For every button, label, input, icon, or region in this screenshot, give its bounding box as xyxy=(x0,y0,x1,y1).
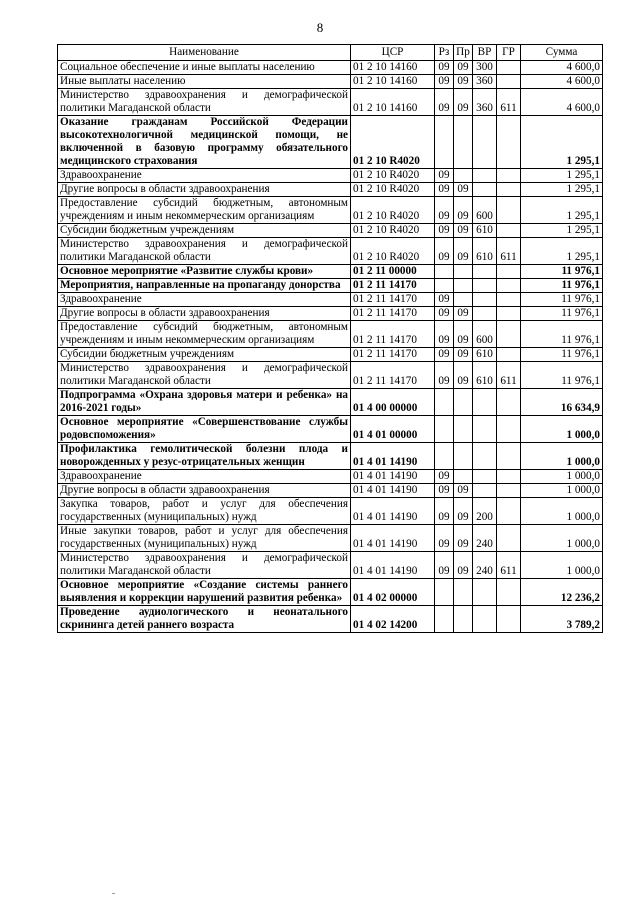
cell-vr: 360 xyxy=(473,75,497,89)
cell-rz xyxy=(435,606,454,633)
cell-pr xyxy=(454,579,473,606)
cell-csr: 01 4 01 00000 xyxy=(351,416,435,443)
cell-pr: 09 xyxy=(454,321,473,348)
cell-rz: 09 xyxy=(435,348,454,362)
cell-sum: 1 295,1 xyxy=(521,238,603,265)
cell-name: Здравоохранение xyxy=(58,169,351,183)
cell-gr xyxy=(497,443,521,470)
cell-name: Подпрограмма «Охрана здоровья матери и ребенка» на 2016-2021 годы» xyxy=(58,389,351,416)
table-row xyxy=(58,197,603,224)
cell-csr: 01 2 11 14170 xyxy=(351,279,435,293)
cell-vr: 360 xyxy=(473,89,497,116)
cell-rz: 09 xyxy=(435,307,454,321)
cell-vr: 200 xyxy=(473,498,497,525)
table-row xyxy=(58,416,603,443)
cell-pr xyxy=(454,606,473,633)
table-row xyxy=(58,265,603,279)
cell-sum: 11 976,1 xyxy=(521,348,603,362)
cell-sum: 1 000,0 xyxy=(521,443,603,470)
cell-csr: 01 4 02 14200 xyxy=(351,606,435,633)
cell-pr xyxy=(454,279,473,293)
table-row xyxy=(58,348,603,362)
cell-sum: 4 600,0 xyxy=(521,61,603,75)
cell-rz xyxy=(435,443,454,470)
cell-gr xyxy=(497,61,521,75)
cell-pr: 09 xyxy=(454,552,473,579)
header-pr: Пр xyxy=(454,45,473,61)
cell-vr: 240 xyxy=(473,552,497,579)
cell-rz xyxy=(435,389,454,416)
cell-sum: 12 236,2 xyxy=(521,579,603,606)
header-rz: Рз xyxy=(435,45,454,61)
cell-sum: 1 000,0 xyxy=(521,470,603,484)
cell-name: Министерство здравоохранения и демографической политики Магаданской области xyxy=(58,552,351,579)
cell-sum: 11 976,1 xyxy=(521,362,603,389)
cell-sum: 11 976,1 xyxy=(521,321,603,348)
table-row xyxy=(58,389,603,416)
budget-table xyxy=(57,44,603,633)
table-row xyxy=(58,470,603,484)
cell-sum: 11 976,1 xyxy=(521,307,603,321)
cell-name: Предоставление субсидий бюджетным, автономным учреждениям и иным некоммерческим организациям xyxy=(58,197,351,224)
cell-vr xyxy=(473,606,497,633)
cell-vr: 610 xyxy=(473,348,497,362)
cell-csr: 01 4 01 14190 xyxy=(351,484,435,498)
cell-pr: 09 xyxy=(454,362,473,389)
cell-sum: 1 295,1 xyxy=(521,116,603,169)
cell-name: Основное мероприятие «Развитие службы крови» xyxy=(58,265,351,279)
cell-pr xyxy=(454,265,473,279)
table-body xyxy=(58,61,603,633)
cell-name: Иные выплаты населению xyxy=(58,75,351,89)
cell-gr xyxy=(497,579,521,606)
cell-csr: 01 2 10 R4020 xyxy=(351,169,435,183)
cell-pr: 09 xyxy=(454,75,473,89)
cell-csr: 01 4 00 00000 xyxy=(351,389,435,416)
cell-sum: 4 600,0 xyxy=(521,75,603,89)
cell-name: Основное мероприятие «Создание системы раннего выявления и коррекции нарушений развития ребенка» xyxy=(58,579,351,606)
cell-gr xyxy=(497,321,521,348)
cell-rz: 09 xyxy=(435,525,454,552)
table-row xyxy=(58,293,603,307)
cell-sum: 1 000,0 xyxy=(521,498,603,525)
cell-name: Профилактика гемолитической болезни плода и новорожденных у резус-отрицательных женщин xyxy=(58,443,351,470)
cell-gr xyxy=(497,224,521,238)
cell-sum: 11 976,1 xyxy=(521,293,603,307)
cell-gr xyxy=(497,116,521,169)
cell-csr: 01 2 10 R4020 xyxy=(351,197,435,224)
cell-sum: 4 600,0 xyxy=(521,89,603,116)
cell-gr: 611 xyxy=(497,238,521,265)
cell-sum: 1 295,1 xyxy=(521,169,603,183)
table-row xyxy=(58,183,603,197)
cell-vr: 610 xyxy=(473,224,497,238)
cell-sum: 3 789,2 xyxy=(521,606,603,633)
cell-gr xyxy=(497,279,521,293)
cell-pr: 09 xyxy=(454,484,473,498)
header-gr: ГР xyxy=(497,45,521,61)
cell-csr: 01 2 10 R4020 xyxy=(351,224,435,238)
cell-gr xyxy=(497,498,521,525)
cell-pr: 09 xyxy=(454,224,473,238)
cell-vr xyxy=(473,279,497,293)
table-row xyxy=(58,484,603,498)
table-row xyxy=(58,525,603,552)
cell-vr xyxy=(473,307,497,321)
cell-pr: 09 xyxy=(454,197,473,224)
cell-pr xyxy=(454,416,473,443)
cell-name: Другие вопросы в области здравоохранения xyxy=(58,183,351,197)
cell-rz: 09 xyxy=(435,362,454,389)
cell-csr: 01 2 10 14160 xyxy=(351,89,435,116)
cell-rz xyxy=(435,579,454,606)
header-name: Наименование xyxy=(58,45,351,61)
cell-pr: 09 xyxy=(454,348,473,362)
cell-rz: 09 xyxy=(435,238,454,265)
table-row xyxy=(58,238,603,265)
cell-vr xyxy=(473,293,497,307)
cell-gr xyxy=(497,348,521,362)
cell-csr: 01 2 11 00000 xyxy=(351,265,435,279)
cell-rz: 09 xyxy=(435,169,454,183)
cell-name: Здравоохранение xyxy=(58,470,351,484)
cell-gr xyxy=(497,183,521,197)
table-row xyxy=(58,89,603,116)
cell-rz xyxy=(435,116,454,169)
cell-csr: 01 2 11 14170 xyxy=(351,362,435,389)
cell-sum: 1 295,1 xyxy=(521,183,603,197)
cell-name: Субсидии бюджетным учреждениям xyxy=(58,348,351,362)
cell-sum: 11 976,1 xyxy=(521,279,603,293)
cell-csr: 01 2 10 R4020 xyxy=(351,183,435,197)
cell-pr: 09 xyxy=(454,61,473,75)
cell-gr xyxy=(497,389,521,416)
table-row xyxy=(58,552,603,579)
cell-vr: 300 xyxy=(473,61,497,75)
cell-rz: 09 xyxy=(435,61,454,75)
cell-csr: 01 4 01 14190 xyxy=(351,470,435,484)
cell-csr: 01 4 01 14190 xyxy=(351,443,435,470)
cell-rz: 09 xyxy=(435,183,454,197)
cell-gr xyxy=(497,307,521,321)
cell-gr xyxy=(497,416,521,443)
cell-pr: 09 xyxy=(454,498,473,525)
cell-gr xyxy=(497,197,521,224)
cell-name: Иные закупки товаров, работ и услуг для обеспечения государственных (муниципальных) нужд xyxy=(58,525,351,552)
table-row xyxy=(58,443,603,470)
cell-gr xyxy=(497,75,521,89)
page-number: 8 xyxy=(316,20,324,35)
cell-rz: 09 xyxy=(435,470,454,484)
cell-rz: 09 xyxy=(435,224,454,238)
header-sum: Сумма xyxy=(521,45,603,61)
cell-rz: 09 xyxy=(435,89,454,116)
cell-vr xyxy=(473,183,497,197)
cell-pr: 09 xyxy=(454,183,473,197)
cell-pr: 09 xyxy=(454,238,473,265)
table-row xyxy=(58,321,603,348)
cell-csr: 01 2 10 R4020 xyxy=(351,116,435,169)
cell-gr xyxy=(497,293,521,307)
cell-sum: 1 000,0 xyxy=(521,416,603,443)
table-header-row xyxy=(58,45,603,61)
cell-pr: 09 xyxy=(454,525,473,552)
cell-pr xyxy=(454,116,473,169)
cell-name: Оказание гражданам Российской Федерации высокотехнологичной медицинской помощи, не включенной в базовую программу обязательного медицинского страхования xyxy=(58,116,351,169)
cell-rz: 09 xyxy=(435,293,454,307)
table-row xyxy=(58,224,603,238)
table-row xyxy=(58,169,603,183)
cell-sum: 16 634,9 xyxy=(521,389,603,416)
cell-vr: 600 xyxy=(473,321,497,348)
cell-rz: 09 xyxy=(435,552,454,579)
table-row xyxy=(58,498,603,525)
table-row xyxy=(58,75,603,89)
cell-csr: 01 4 02 00000 xyxy=(351,579,435,606)
cell-gr xyxy=(497,169,521,183)
cell-gr xyxy=(497,484,521,498)
cell-csr: 01 2 10 14160 xyxy=(351,61,435,75)
cell-name: Закупка товаров, работ и услуг для обеспечения государственных (муниципальных) нужд xyxy=(58,498,351,525)
cell-gr xyxy=(497,470,521,484)
cell-gr: 611 xyxy=(497,552,521,579)
cell-vr xyxy=(473,484,497,498)
cell-pr xyxy=(454,293,473,307)
cell-sum: 1 000,0 xyxy=(521,525,603,552)
cell-csr: 01 2 11 14170 xyxy=(351,321,435,348)
cell-rz: 09 xyxy=(435,75,454,89)
cell-sum: 1 000,0 xyxy=(521,552,603,579)
table-row xyxy=(58,579,603,606)
cell-name: Другие вопросы в области здравоохранения xyxy=(58,484,351,498)
table-row xyxy=(58,116,603,169)
cell-pr xyxy=(454,443,473,470)
table-row xyxy=(58,606,603,633)
cell-rz: 09 xyxy=(435,321,454,348)
cell-vr xyxy=(473,389,497,416)
cell-sum: 1 000,0 xyxy=(521,484,603,498)
scan-mark xyxy=(112,893,115,894)
cell-rz: 09 xyxy=(435,498,454,525)
cell-name: Основное мероприятие «Совершенствование службы родовспоможения» xyxy=(58,416,351,443)
cell-name: Субсидии бюджетным учреждениям xyxy=(58,224,351,238)
cell-csr: 01 4 01 14190 xyxy=(351,525,435,552)
cell-rz: 09 xyxy=(435,197,454,224)
cell-sum: 11 976,1 xyxy=(521,265,603,279)
cell-csr: 01 2 11 14170 xyxy=(351,307,435,321)
cell-name: Министерство здравоохранения и демографической политики Магаданской области xyxy=(58,238,351,265)
cell-csr: 01 2 11 14170 xyxy=(351,293,435,307)
cell-rz xyxy=(435,265,454,279)
cell-vr: 240 xyxy=(473,525,497,552)
cell-name: Министерство здравоохранения и демографической политики Магаданской области xyxy=(58,362,351,389)
table-row xyxy=(58,362,603,389)
cell-csr: 01 4 01 14190 xyxy=(351,498,435,525)
cell-gr xyxy=(497,265,521,279)
cell-name: Другие вопросы в области здравоохранения xyxy=(58,307,351,321)
cell-rz xyxy=(435,416,454,443)
cell-csr: 01 2 10 14160 xyxy=(351,75,435,89)
cell-name: Министерство здравоохранения и демографической политики Магаданской области xyxy=(58,89,351,116)
cell-gr xyxy=(497,606,521,633)
cell-gr: 611 xyxy=(497,89,521,116)
cell-vr: 600 xyxy=(473,197,497,224)
header-csr: ЦСР xyxy=(351,45,435,61)
cell-sum: 1 295,1 xyxy=(521,224,603,238)
cell-gr: 611 xyxy=(497,362,521,389)
cell-vr xyxy=(473,470,497,484)
cell-pr: 09 xyxy=(454,89,473,116)
cell-vr xyxy=(473,265,497,279)
cell-vr xyxy=(473,116,497,169)
cell-sum: 1 295,1 xyxy=(521,197,603,224)
cell-csr: 01 2 10 R4020 xyxy=(351,238,435,265)
cell-name: Мероприятия, направленные на пропаганду донорства xyxy=(58,279,351,293)
cell-pr: 09 xyxy=(454,307,473,321)
cell-name: Социальное обеспечение и иные выплаты населению xyxy=(58,61,351,75)
cell-vr: 610 xyxy=(473,238,497,265)
table-row xyxy=(58,307,603,321)
cell-name: Предоставление субсидий бюджетным, автономным учреждениям и иным некоммерческим организациям xyxy=(58,321,351,348)
cell-csr: 01 2 11 14170 xyxy=(351,348,435,362)
cell-csr: 01 4 01 14190 xyxy=(351,552,435,579)
cell-name: Здравоохранение xyxy=(58,293,351,307)
cell-rz xyxy=(435,279,454,293)
header-vr: ВР xyxy=(473,45,497,61)
cell-vr xyxy=(473,416,497,443)
cell-vr xyxy=(473,443,497,470)
table-row xyxy=(58,61,603,75)
cell-rz: 09 xyxy=(435,484,454,498)
cell-vr: 610 xyxy=(473,362,497,389)
cell-pr xyxy=(454,389,473,416)
cell-vr xyxy=(473,169,497,183)
cell-vr xyxy=(473,579,497,606)
cell-gr xyxy=(497,525,521,552)
cell-name: Проведение аудиологического и неонатального скрининга детей раннего возраста xyxy=(58,606,351,633)
table-row xyxy=(58,279,603,293)
cell-pr xyxy=(454,470,473,484)
cell-pr xyxy=(454,169,473,183)
